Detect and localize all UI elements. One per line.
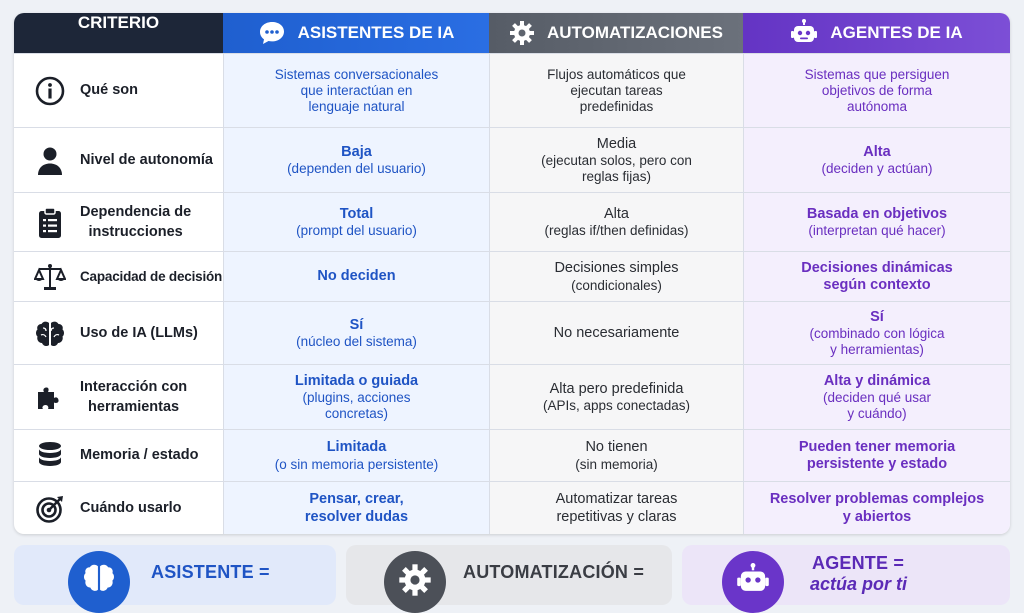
cell-text: objetivos de forma <box>821 82 933 98</box>
criterion-label: Memoria / estado <box>80 447 199 464</box>
criterion-label: Cuándo usarlo <box>80 499 182 516</box>
cell-detail: (condicionales) <box>571 277 662 293</box>
header-asistentes-label: ASISTENTES DE IA <box>297 22 455 42</box>
cell-value: Automatizar tareas <box>555 491 678 508</box>
row-dependencia <box>14 192 1010 252</box>
criterion-label-line: instrucciones <box>88 223 183 240</box>
agentes-memoria <box>743 430 1010 482</box>
automatizaciones-decision <box>489 252 743 302</box>
criterion-label: Uso de IA (LLMs) <box>80 324 198 341</box>
asistentes-herramientas <box>223 365 489 430</box>
header-automatizaciones-label: AUTOMATIZACIONES <box>547 22 723 42</box>
gear-icon <box>384 551 446 613</box>
agentes-que-son <box>743 54 1010 128</box>
cell-value: según contexto <box>823 277 931 293</box>
automatizaciones-memoria <box>489 430 743 482</box>
cell-detail: (APIs, apps conectadas) <box>542 398 691 414</box>
cell-value: Sí <box>349 316 364 333</box>
automatizaciones-dependencia <box>489 193 743 252</box>
summary-asistente-title: ASISTENTE = <box>151 562 270 582</box>
criterion-label-line: Interacción con <box>80 378 188 395</box>
database-icon <box>34 441 66 471</box>
criterion-que-son <box>14 54 223 128</box>
agentes-herramientas <box>743 365 1010 430</box>
cell-detail: (deciden y actúan) <box>821 161 933 177</box>
cell-value: Limitada <box>326 439 387 456</box>
clipboard-icon <box>34 207 66 239</box>
summary-agente-subtitle: actúa por ti <box>810 574 908 594</box>
chat-bubble-icon <box>258 20 286 46</box>
asistentes-autonomia <box>223 128 489 193</box>
cell-value: Pueden tener memoria <box>798 438 956 455</box>
row-cuando <box>14 481 1010 534</box>
robot-icon <box>722 551 784 613</box>
criterion-cuando <box>14 482 223 534</box>
cell-detail: (combinado con lógica <box>809 326 945 341</box>
cell-detail: (o sin memoria persistente) <box>274 456 439 472</box>
cell-detail: (plugins, acciones <box>302 390 411 405</box>
cell-text: Sistemas que persiguen <box>804 66 950 82</box>
cell-detail: (reglas if/then definidas) <box>544 223 689 239</box>
summary-agente-title: AGENTE = <box>812 553 905 573</box>
cell-text: ejecutan tareas <box>570 82 663 98</box>
criterion-dependencia <box>14 193 223 252</box>
agentes-dependencia <box>743 193 1010 252</box>
gear-icon <box>509 20 535 46</box>
row-decision <box>14 251 1010 302</box>
cell-text: que interactúan en <box>300 82 413 98</box>
cell-detail: y cuándo) <box>847 406 907 422</box>
cell-detail: (deciden qué usar <box>822 390 932 405</box>
header-agentes-label: AGENTES DE IA <box>830 22 963 42</box>
criterion-label-line: herramientas <box>88 398 180 415</box>
criterion-label: Nivel de autonomía <box>80 151 213 168</box>
info-icon <box>34 76 66 106</box>
cell-detail: reglas fijas) <box>581 169 652 185</box>
cell-value: Alta <box>604 205 629 222</box>
cell-value: Decisiones simples <box>554 260 679 277</box>
person-icon <box>34 146 66 176</box>
criterion-herramientas <box>14 365 223 430</box>
summary-asistente <box>14 545 336 605</box>
asistentes-que-son <box>223 54 489 128</box>
row-autonomia <box>14 127 1010 193</box>
automatizaciones-que-son <box>489 54 743 128</box>
cell-value: Sí <box>870 308 884 325</box>
cell-value: Total <box>339 205 374 222</box>
asistentes-cuando <box>223 482 489 534</box>
cell-text: Flujos automáticos que <box>547 66 686 82</box>
cell-value: Media <box>596 135 637 152</box>
cell-value: Resolver problemas complejos <box>769 491 985 508</box>
criterion-label: Capacidad de decisión <box>80 268 223 284</box>
asistentes-uso-ia <box>223 302 489 365</box>
agentes-autonomia <box>743 128 1010 193</box>
criterion-autonomia <box>14 128 223 193</box>
automatizaciones-uso-ia <box>489 302 743 365</box>
brain-icon <box>34 320 66 348</box>
asistentes-dependencia <box>223 193 489 252</box>
robot-icon <box>790 19 818 47</box>
summary-agente <box>682 545 1010 605</box>
automatizaciones-herramientas <box>489 365 743 430</box>
cell-value: Baja <box>341 143 372 160</box>
table-header <box>14 13 1010 53</box>
cell-value: repetitivas y claras <box>556 508 677 525</box>
row-que-son <box>14 53 1010 128</box>
cell-value: Alta <box>863 143 891 160</box>
criterion-label <box>80 203 191 242</box>
puzzle-icon <box>34 383 66 413</box>
cell-detail: (sin memoria) <box>575 456 658 472</box>
cell-text: lenguaje natural <box>308 99 405 115</box>
criterion-uso-ia <box>14 302 223 365</box>
cell-value: Pensar, crear, <box>309 491 404 508</box>
summary-automatizacion <box>346 545 672 605</box>
asistentes-memoria <box>223 430 489 482</box>
agentes-cuando <box>743 482 1010 534</box>
criterion-label: Qué son <box>80 82 139 99</box>
summary-automatizacion-title: AUTOMATIZACIÓN = <box>463 562 645 582</box>
brain-icon <box>68 551 130 613</box>
cell-detail: (interpretan qué hacer) <box>808 223 946 239</box>
cell-value: Alta pero predefinida <box>549 380 684 397</box>
criterion-label-line: Dependencia de <box>80 203 192 220</box>
row-memoria <box>14 429 1010 482</box>
cell-detail: (dependen del usuario) <box>287 161 426 177</box>
criterion-decision <box>14 252 223 302</box>
cell-detail: y herramientas) <box>830 342 924 358</box>
cell-value: Alta y dinámica <box>823 372 931 389</box>
cell-value: persistente y estado <box>806 456 948 472</box>
cell-detail: (ejecutan solos, pero con <box>541 153 692 168</box>
agentes-decision <box>743 252 1010 302</box>
cell-text: Sistemas conversacionales <box>274 66 439 82</box>
cell-value: Decisiones dinámicas <box>801 259 953 276</box>
cell-value: Limitada o guiada <box>294 372 419 389</box>
cell-text: autónoma <box>846 99 908 115</box>
row-uso-ia <box>14 301 1010 365</box>
cell-value: No tienen <box>585 439 648 456</box>
cell-value: y abiertos <box>842 508 912 525</box>
header-agentes <box>743 13 1010 53</box>
automatizaciones-autonomia <box>489 128 743 193</box>
cell-detail: concretas) <box>324 406 389 422</box>
target-icon <box>34 494 66 524</box>
cell-value: Basada en objetivos <box>806 205 948 222</box>
cell-detail: (prompt del usuario) <box>296 223 417 239</box>
comparison-table <box>14 13 1010 534</box>
row-herramientas <box>14 364 1010 430</box>
header-criterio-label: CRITERIO <box>77 13 160 32</box>
cell-detail: (núcleo del sistema) <box>296 334 417 350</box>
cell-text: predefinidas <box>579 99 654 115</box>
criterion-memoria <box>14 430 223 482</box>
criterion-label <box>80 378 187 417</box>
header-automatizaciones <box>489 13 743 53</box>
cell-value: No deciden <box>317 268 396 285</box>
header-criterio <box>14 13 223 53</box>
automatizaciones-cuando <box>489 482 743 534</box>
agentes-uso-ia <box>743 302 1010 365</box>
cell-value: resolver dudas <box>304 508 409 525</box>
cell-value: No necesariamente <box>553 324 680 341</box>
asistentes-decision <box>223 252 489 302</box>
header-asistentes <box>223 13 489 53</box>
scale-icon <box>34 263 66 291</box>
